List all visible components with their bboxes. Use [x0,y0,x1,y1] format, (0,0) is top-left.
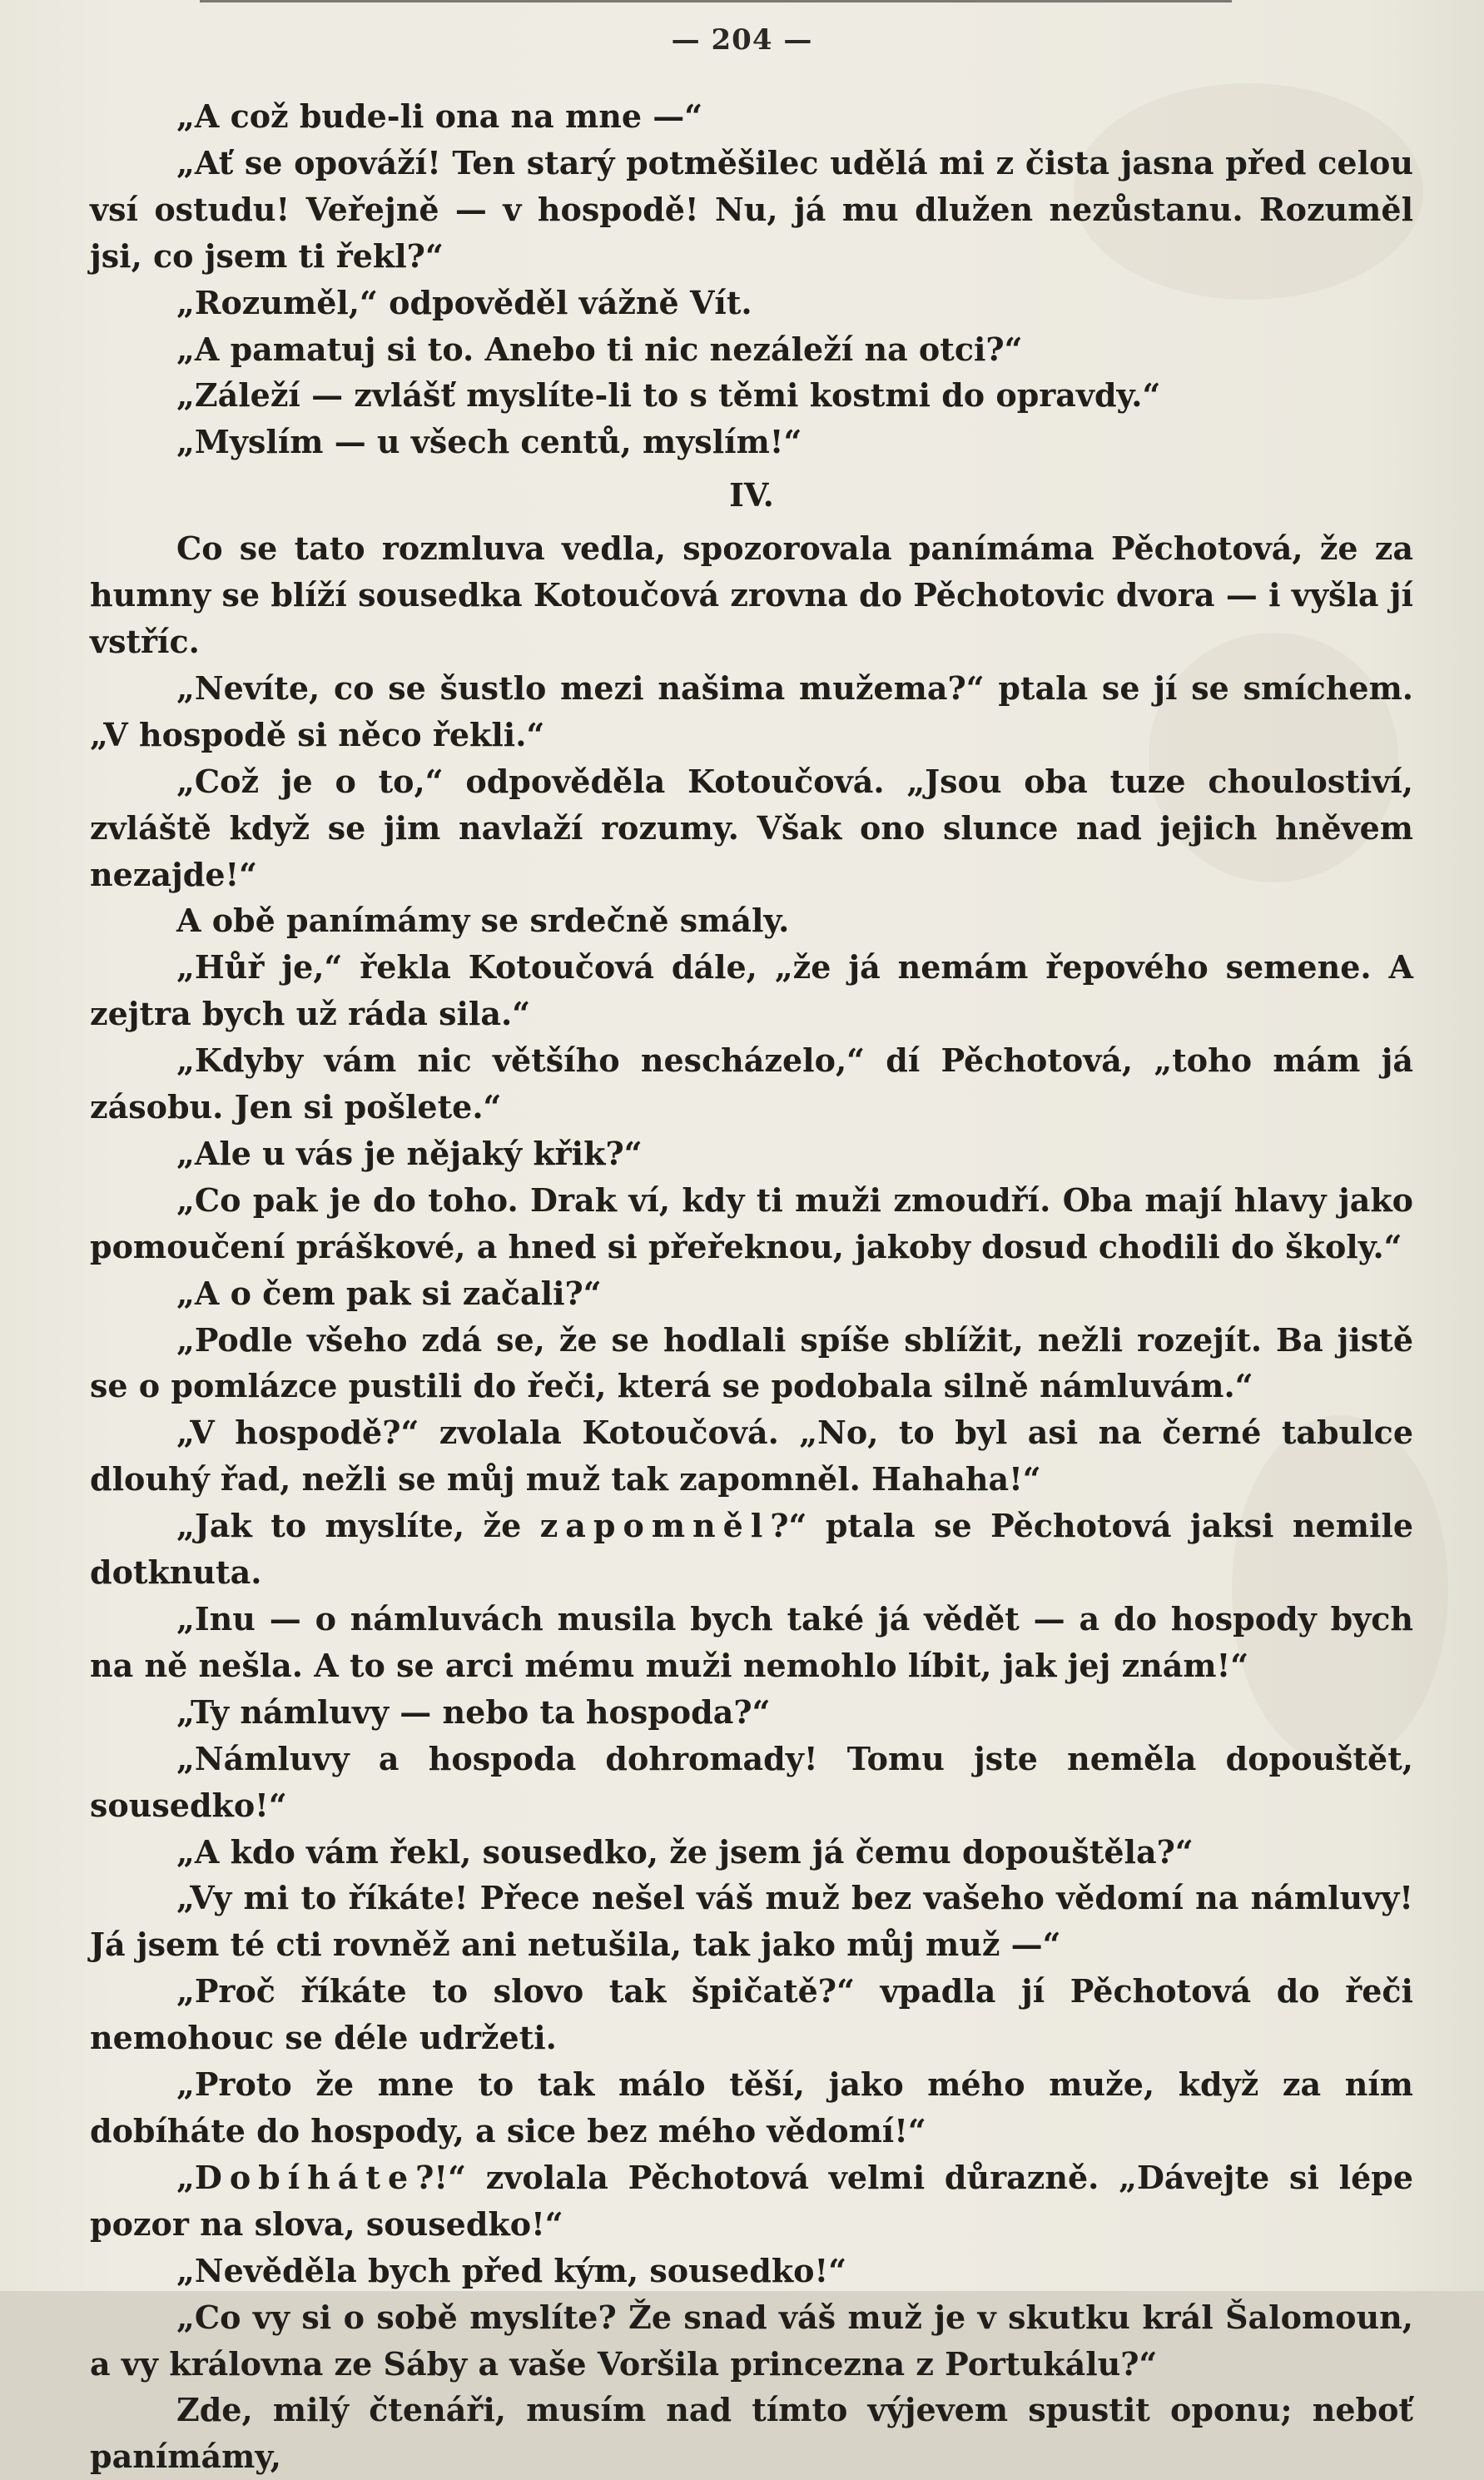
paragraph: Zde, milý čtenáři, musím nad tímto výjevem spustit oponu; neboť panímámy, [90,2391,1413,2476]
paragraph: „V hospodě?“ zvolala Kotoučová. „No, to byl asi na černé tabulce dlouhý řad, nežli se můj muž tak zapomněl. Hahaha!“ [90,1414,1413,1498]
paragraph: „Co pak je do toho. Drak ví, kdy ti muži zmoudří. Oba mají hlavy jako pomoučení práškové, a hned si přeřeknou, jakoby dosud chodili do školy.“ [90,1180,1413,1265]
paragraph: „Proč říkáte to slovo tak špičatě?“ vpadla jí Pěchotová do řeči nemohouc se déle udržeti. [90,1972,1413,2057]
paragraph: „Ale u vás je nějaký křik?“ [176,1134,643,1172]
paragraph: Co se tato rozmluva vedla, spozorovala panímáma Pěchotová, že za humny se blíží sousedka Kotoučová zrovna do Pěchotovic dvora — i vyšla jí vstříc. [90,529,1413,660]
emphasis-spaced: Dobíháte [194,2158,416,2196]
paragraph: „Vy mi to říkáte! Přece nešel váš muž bez vašeho vědomí na námluvy! Já jsem té cti rovněž ani netušila, tak jako můj muž —“ [90,1879,1413,1964]
paragraph: „Inu — o námluvách musila bych také já vědět — a do hospody bych na ně nešla. A to se arci mému muži nemohlo líbit, jak jej znám!“ [90,1600,1413,1684]
paragraph: „Záleží — zvlášť myslíte-li to s těmi kostmi do opravdy.“ [176,376,1161,415]
paragraph: „A o čem pak si začali?“ [176,1274,602,1312]
paragraph: „Nevíte, co se šustlo mezi našima mužema?“ ptala se jí se smíchem. „V hospodě si něco řekli.“ [90,668,1413,753]
text-run: „ [176,2158,195,2196]
paragraph: „Což je o to,“ odpověděla Kotoučová. „Jsou oba tuze choulostiví, zvláště když se jim navlaží rozumy. Však ono slunce nad jejich hněvem nezajde!“ [90,762,1413,893]
paragraph: „A kdo vám řekl, sousedko, že jsem já čemu dopouštěla?“ [176,1832,1194,1871]
top-rule [200,0,1232,2]
text-run: ?“ ptala se Pěchotová jaksi nemile dotknuta. [90,1507,1413,1592]
text-run: ?!“ zvolala Pěchotová velmi důrazně. „Dávejte si lépe pozor na slova, sousedko!“ [90,2158,1413,2243]
paragraph: „Námluvy a hospoda dohromady! Tomu jste neměla dopouštět, sousedko!“ [90,1739,1413,1824]
paragraph [90,1503,1413,1596]
paragraph: „Rozuměl,“ odpověděl vážně Vít. [176,283,752,321]
paragraph [90,2154,1413,2248]
paragraph: „A pamatuj si to. Anebo ti nic nezáleží na otci?“ [176,330,1023,368]
paragraph: „Nevěděla bych před kým, sousedko!“ [176,2251,847,2289]
paragraph: „Podle všeho zdá se, že se hodlali spíše sblížit, nežli rozejít. Ba jistě se o pomlázce pustili do řeči, která se podobala silně námluvám.“ [90,1320,1413,1405]
chapter-heading: IV. [729,476,774,514]
paragraph: „Proto že mne to tak málo těší, jako mého muže, když za ním dobíháte do hospody, a sice bez mého vědomí!“ [90,2065,1413,2149]
body-text [90,93,1413,2480]
paragraph: „Myslím — u všech centů, myslím!“ [176,423,802,461]
paragraph: „Co vy si o sobě myslíte? Že snad váš muž je v skutku král Šalomoun, a vy královna ze Sáby a vaše Voršila princezna z Portukálu?“ [90,2298,1413,2383]
paragraph: „Ty námluvy — nebo ta hospoda?“ [176,1692,771,1731]
paragraph: „Hůř je,“ řekla Kotoučová dále, „že já nemám řepového semene. A zejtra bych už ráda sila.“ [90,948,1413,1033]
emphasis-spaced: zapomněl [539,1507,771,1545]
page-number: — 204 — [671,23,813,57]
text-run: „Jak to myslíte, že [176,1507,540,1545]
paragraph: „A což bude-li ona na mne —“ [176,97,703,135]
paragraph: „Ať se opováží! Ten starý potměšilec udělá mi z čista jasna před celou vsí ostudu! Veřejně — v hospodě! Nu, já mu dlužen nezůstanu. Rozuměl jsi, co jsem ti řekl?“ [90,143,1413,275]
paragraph: „Kdyby vám nic většího nescházelo,“ dí Pěchotová, „toho mám já zásobu. Jen si pošlete.“ [90,1041,1413,1126]
paragraph: A obě panímámy se srdečně smály. [176,902,790,940]
